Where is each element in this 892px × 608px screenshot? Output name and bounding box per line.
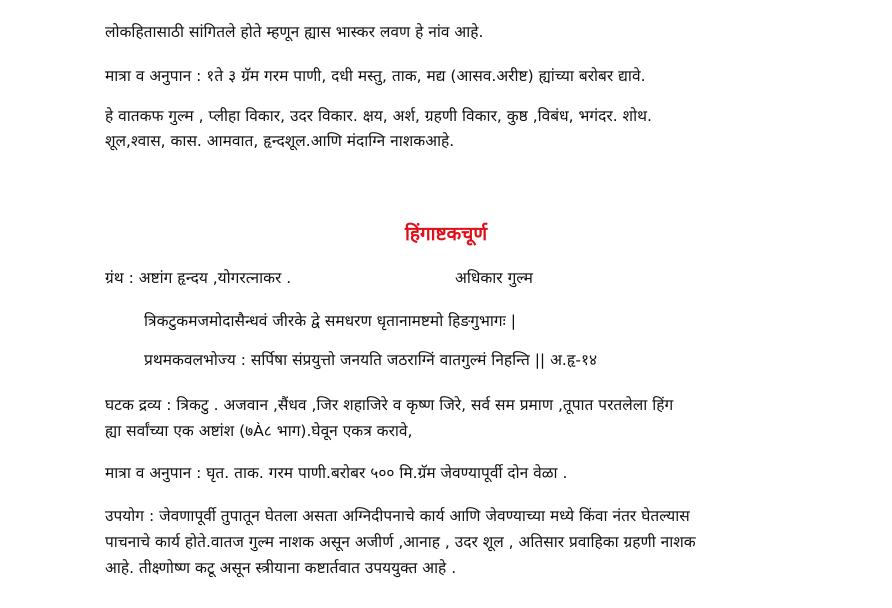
upayog-line-1: उपयोग : जेवणापूर्वी तुपातून घेतला असता अग्निदीपनाचे कार्य आणि जेवण्याच्या मध्ये किंवा नंतर घेतल्यास	[105, 507, 690, 525]
grantha-reference: ग्रंथ : अष्टांग हृन्दय ,योगरत्नाकर .	[105, 269, 292, 287]
ghatak-line-2: ह्या सर्वांच्या एक अष्टांश (७À८ भाग).घेवून एकत्र करावे,	[105, 422, 413, 440]
section-heading-hingashtak: हिंगाष्टकचूर्ण	[404, 223, 488, 245]
text-line-lokahitasathi: लोकहितासाठी सांगितले होते म्हणून ह्यास भास्कर लवण हे नांव आहे.	[105, 23, 484, 41]
matra-anupan-line: मात्रा व अनुपान : घृत. ताक. गरम पाणी.बरोबर ५०० मि.ग्रॅम जेवण्यापूर्वी दोन वेळा .	[105, 464, 568, 482]
ghatak-line-1: घटक द्रव्य : त्रिकटु . अजवान ,सैंधव ,जिर शहाजिरे व कृष्ण जिरे, सर्व सम प्रमाण ,तूपात परतलेला हिंग	[105, 396, 674, 414]
shloka-line-1: त्रिकटुकमजमोदासैन्धवं जीरके द्वे समधरण धृतानामष्टमो हिङगुभागः |	[144, 312, 516, 330]
upayog-line-2: पाचनाचे कार्य होते.वातज गुल्म नाशक असून अजीर्ण ,आनाह , उदर शूल , अतिसार प्रवाहिका ग्रहणी नाशक	[105, 533, 696, 551]
adhikar-reference: अधिकार गुल्म	[455, 269, 533, 287]
upayog-line-3: आहे. तीक्ष्णोष्ण कटू असून स्त्रीयाना कष्टार्तवात उपययुक्त आहे .	[105, 559, 457, 577]
text-line-matra-anupan-1: मात्रा व अनुपान : १ते ३ ग्रॅम गरम पाणी, दधी मस्तु, ताक, मद्य (आसव.अरीष्ट) ह्यांच्या बरोबर द्यावे.	[105, 67, 646, 85]
shloka-line-2: प्रथमकवलभोज्य : सर्पिषा संप्रयुत्तो जनयति जठराग्निं वातगुल्मं निहन्ति || अ.हृ-१४	[144, 351, 598, 369]
text-line-uses-2: शूल,श्वास, कास. आमवात, हृन्दशूल.आणि मंदाग्नि नाशकआहे.	[105, 132, 455, 150]
text-line-uses-1: हे वातकफ गुल्म , प्लीहा विकार, उदर विकार. क्षय, अर्श, ग्रहणी विकार, कुष्ठ ,विबंध, भगंदर. शोथ.	[105, 107, 652, 125]
